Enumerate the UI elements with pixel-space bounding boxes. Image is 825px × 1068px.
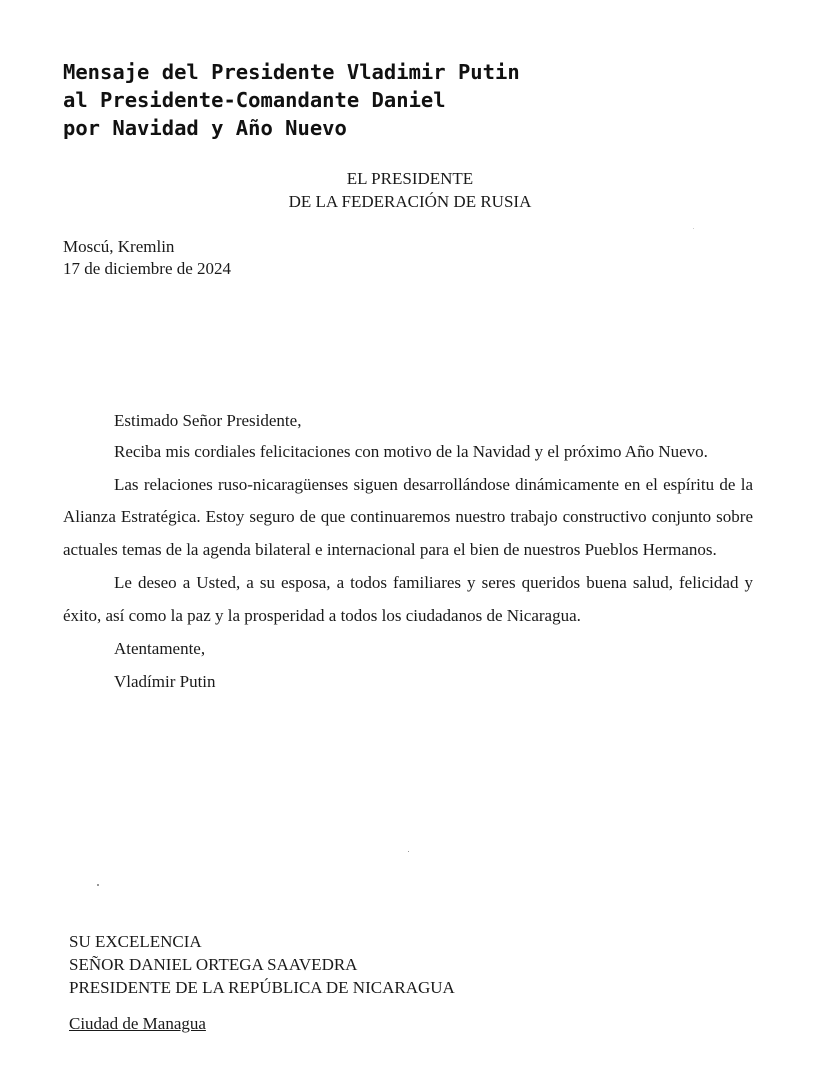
recipient-line-2: SEÑOR DANIEL ORTEGA SAAVEDRA — [69, 955, 358, 974]
document-heading — [63, 58, 763, 142]
sender-block — [200, 167, 620, 213]
heading-line-2: al Presidente-Comandante Daniel — [63, 88, 446, 112]
signature: Vladímir Putin — [114, 672, 216, 692]
scan-speck — [97, 884, 99, 886]
recipient-city: Ciudad de Managua — [69, 1014, 206, 1033]
heading-line-3: por Navidad y Año Nuevo — [63, 116, 347, 140]
paragraph-2: Las relaciones ruso-nicaragüenses siguen desarrollándose dinámicamente en el espíritu de la Alianza Estratégica. Estoy seguro de que continuaremos nuestro trabajo constructivo conjunto sobre actuales temas de la agenda bilateral e internacional para el bien de nuestros Pueblos Hermanos. — [63, 474, 753, 560]
recipient-line-1: SU EXCELENCIA — [69, 932, 202, 951]
salutation: Estimado Señor Presidente, — [114, 411, 302, 430]
recipient-line-3: PRESIDENTE DE LA REPÚBLICA DE NICARAGUA — [69, 978, 455, 997]
closing: Atentamente, — [114, 639, 206, 659]
scan-speck — [693, 228, 694, 229]
recipient-block — [69, 930, 455, 999]
heading-line-1: Mensaje del Presidente Vladimir Putin — [63, 60, 520, 84]
scan-speck — [408, 851, 409, 852]
location: Moscú, Kremlin — [63, 237, 175, 256]
letter-body — [63, 406, 753, 698]
place-date-block — [63, 236, 231, 280]
date: 17 de diciembre de 2024 — [63, 259, 232, 278]
sender-line-1: EL PRESIDENTE — [346, 169, 474, 188]
sender-line-2: DE LA FEDERACIÓN DE RUSIA — [288, 192, 532, 211]
paragraph-3: Le deseo a Usted, a su esposa, a todos familiares y seres queridos buena salud, felicidad y éxito, así como la paz y la prosperidad a todos los ciudadanos de Nicaragua. — [63, 572, 753, 625]
paragraph-1: Reciba mis cordiales felicitaciones con motivo de la Navidad y el próximo Año Nuevo. — [114, 442, 708, 461]
